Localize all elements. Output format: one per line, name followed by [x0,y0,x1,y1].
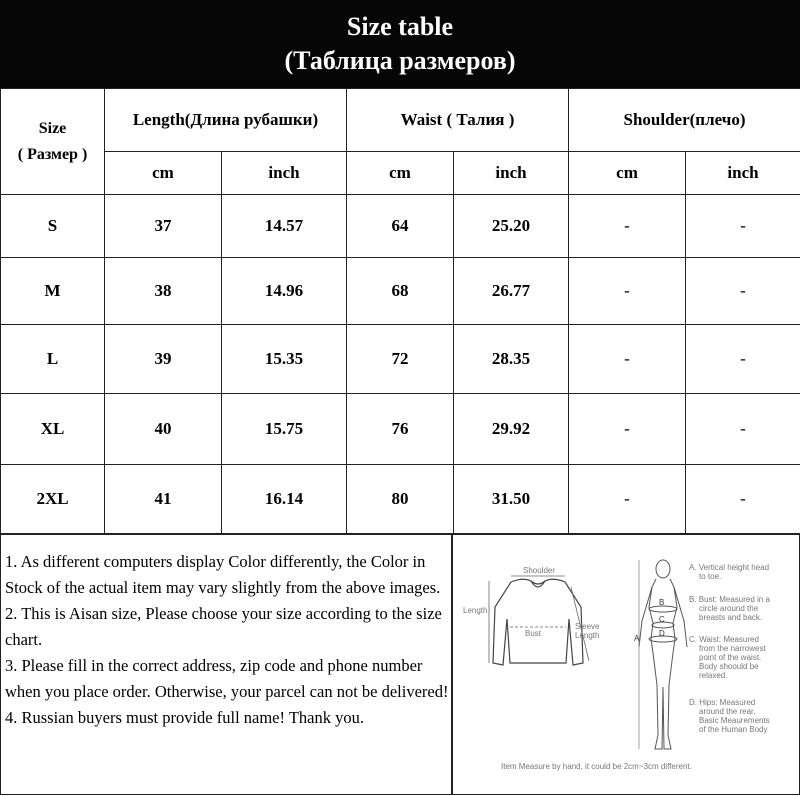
size-cell: M [1,258,105,325]
measurement-footnote: Item Measure by hand, it could be 2cm~3cm different. [501,762,692,771]
note-item: 2. This is Aisan size, Please choose your size according to the size chart. [5,601,449,653]
shirt-diagram [489,576,589,665]
legend-line: breasts and back. [699,613,762,622]
waist-group-header: Waist ( Талия ) [347,89,569,152]
waist-inch-cell: 28.35 [454,325,569,394]
length-inch-cell: 15.35 [222,325,347,394]
notes-panel [0,534,452,795]
size-table-title-banner [0,0,800,88]
waist-cm-cell: 76 [347,394,454,465]
legend-line: C. Waist: Measured [689,635,759,644]
shirt-label-shoulder: Shoulder [523,566,555,575]
shirt-label-sleeve: Length [575,631,599,640]
shoulder-cm-cell: - [569,258,686,325]
table-row [1,258,800,325]
legend-line: point of the waist. [699,653,761,662]
waist-inch-cell: 25.20 [454,195,569,258]
waist-inch-cell: 26.77 [454,258,569,325]
length-inch-cell: 14.57 [222,195,347,258]
shirt-label-sleeve: Sleeve [575,622,600,631]
page-title: Size table [0,0,800,44]
unit-header: inch [454,152,569,195]
waist-cm-cell: 72 [347,325,454,394]
table-row [1,325,800,394]
size-table [0,88,800,534]
unit-header: cm [105,152,222,195]
measurement-legend [689,563,770,734]
measurement-illustration [453,535,800,796]
shoulder-cm-cell: - [569,465,686,534]
shoulder-inch-cell: - [686,325,800,394]
legend-line: Basic Meaurements [699,716,770,725]
legend-line: Body shoould be [699,662,759,671]
legend-line: of the Human Body [699,725,767,734]
legend-line: D. Hips: Measured [689,698,755,707]
page-subtitle: (Таблица размеров) [0,44,800,78]
shoulder-inch-cell: - [686,394,800,465]
waist-cm-cell: 68 [347,258,454,325]
length-inch-cell: 16.14 [222,465,347,534]
table-row [1,394,800,465]
length-cm-cell: 39 [105,325,222,394]
unit-header: inch [222,152,347,195]
length-cm-cell: 38 [105,258,222,325]
shirt-label-length: Length [463,606,487,615]
length-inch-cell: 15.75 [222,394,347,465]
legend-line: around the rear. [699,707,755,716]
body-diagram [639,560,687,749]
waist-cm-cell: 80 [347,465,454,534]
size-cell: S [1,195,105,258]
shoulder-inch-cell: - [686,195,800,258]
body-letter-c: C [659,615,665,624]
shoulder-cm-cell: - [569,325,686,394]
shoulder-cm-cell: - [569,394,686,465]
table-row [1,195,800,258]
length-inch-cell: 14.96 [222,258,347,325]
waist-cm-cell: 64 [347,195,454,258]
size-column-header: Size ( Размер ) [1,89,105,195]
note-item: 1. As different computers display Color differently, the Color in Stock of the actual item may vary slightly from the above images. [5,549,449,601]
legend-line: A. Vertical height head [689,563,769,572]
waist-inch-cell: 29.92 [454,394,569,465]
shoulder-inch-cell: - [686,258,800,325]
shirt-label-bust: Bust [525,629,542,638]
note-item: 4. Russian buyers must provide full name! Thank you. [5,705,449,731]
body-letter-b: B [659,598,664,607]
legend-line: to toe. [699,572,721,581]
length-cm-cell: 41 [105,465,222,534]
table-header-row [1,89,800,152]
unit-header: inch [686,152,800,195]
table-row [1,465,800,534]
measurement-guide-figure [452,534,800,795]
length-cm-cell: 37 [105,195,222,258]
unit-header: cm [569,152,686,195]
body-letter-d: D [659,629,665,638]
body-head [656,560,670,578]
body-letter-a: A [634,634,640,643]
size-cell: XL [1,394,105,465]
unit-header-row [1,152,800,195]
legend-line: B. Bust: Measured in a [689,595,770,604]
waist-inch-cell: 31.50 [454,465,569,534]
legend-line: circle around the [699,604,759,613]
legend-line: relaxed. [699,671,727,680]
legend-line: from the narrowest [699,644,766,653]
unit-header: cm [347,152,454,195]
shoulder-inch-cell: - [686,465,800,534]
shoulder-group-header: Shoulder(плечо) [569,89,800,152]
size-cell: L [1,325,105,394]
shirt-outline [493,579,583,665]
length-group-header: Length(Длина рубашки) [105,89,347,152]
length-cm-cell: 40 [105,394,222,465]
shoulder-cm-cell: - [569,195,686,258]
size-cell: 2XL [1,465,105,534]
note-item: 3. Please fill in the correct address, zip code and phone number when you place order. Otherwise, your parcel can not be delivered! [5,653,449,705]
